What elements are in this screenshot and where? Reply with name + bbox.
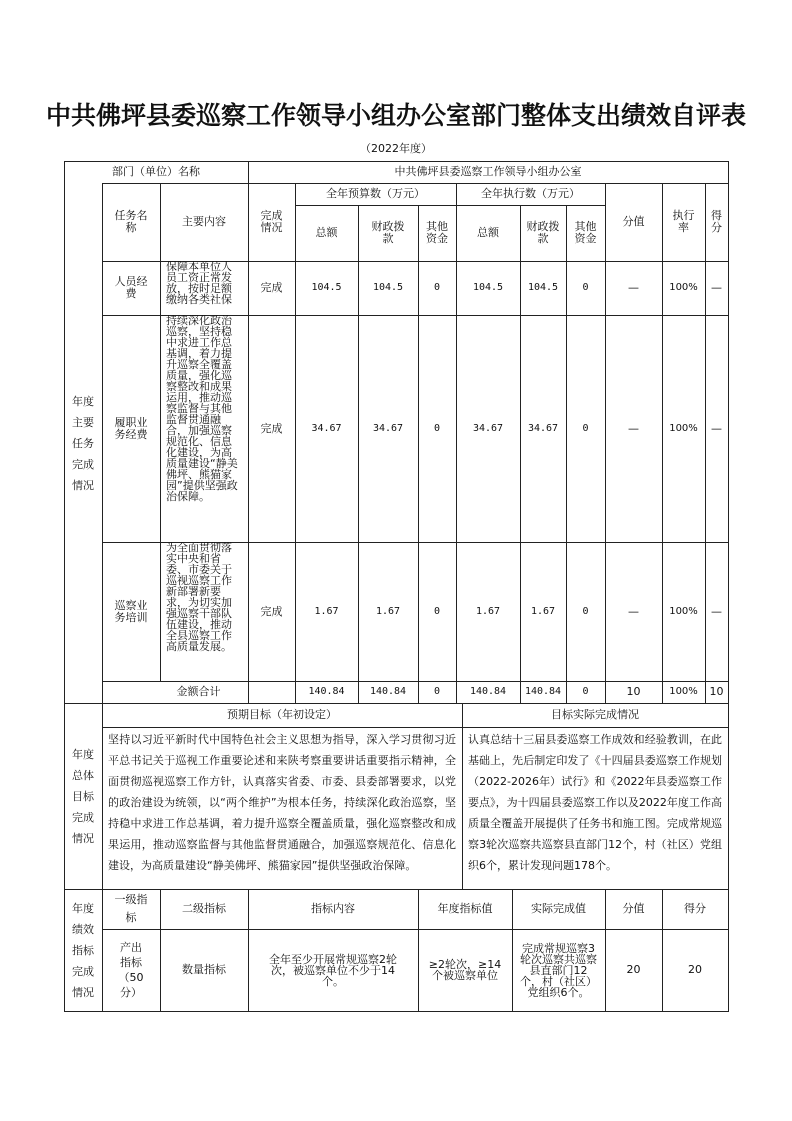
total-exec-fiscal: 140.84	[524, 686, 562, 697]
task-section-label: 年度主要任务完成情况	[72, 394, 94, 492]
task-row-exec-fiscal: 34.67	[527, 422, 559, 434]
col-indicator-score-value: 分值	[622, 902, 645, 915]
task-row-score-value: —	[628, 281, 639, 294]
col-score: 得分	[711, 209, 722, 234]
page-title: 中共佛坪县委巡察工作领导小组办公室部门整体支出绩效自评表	[45, 101, 746, 130]
col-main-content: 主要内容	[182, 215, 226, 228]
total-exec-rate: 100%	[669, 686, 698, 697]
task-row-exec-other: 0	[582, 282, 589, 293]
task-row-exec-rate: 100%	[669, 422, 698, 434]
col-level2: 二级指标	[182, 902, 226, 915]
task-row-exec-total: 1.67	[475, 605, 501, 617]
task-row-score: —	[711, 604, 722, 618]
col-level1: 一级指标	[114, 893, 148, 924]
task-row-content: 持续深化政治巡察，坚持稳中求进工作总基调，着力提升巡察全覆盖质量，强化巡察整改和成果运用，推动巡察监督与其他监督贯通融合，加强巡察规范化、信息化建设，为高质量建设“静美佛坪、熊猫家园”提供坚强政治保障。	[166, 315, 238, 503]
total-score-value: 10	[626, 685, 641, 698]
col-budget-fiscal: 财政拨款	[371, 220, 405, 245]
total-budget-other: 0	[433, 686, 441, 697]
task-row-score-value: —	[628, 421, 639, 435]
col-indicator-content: 指标内容	[311, 902, 355, 915]
total-budget-fiscal: 140.84	[369, 686, 407, 697]
total-score: 10	[709, 685, 724, 698]
indicator-section-label: 年度绩效指标完成情况	[72, 901, 94, 999]
total-row-label: 金额合计	[176, 685, 221, 698]
total-exec-other: 0	[582, 686, 589, 697]
actual-goal-header: 目标实际完成情况	[551, 708, 639, 721]
col-target-value: 年度指标值	[437, 902, 493, 915]
task-row-budget-other: 0	[433, 422, 441, 434]
col-budget-group: 全年预算数（万元）	[326, 187, 425, 200]
task-row-score: —	[711, 421, 722, 435]
task-row-content: 保障本单位人员工资正常发放，按时足额缴纳各类社保	[166, 261, 232, 306]
task-row-budget-total: 34.67	[311, 422, 342, 434]
col-budget-total: 总额	[315, 226, 338, 239]
task-row-status: 完成	[260, 604, 283, 618]
col-budget-other: 其他资金	[426, 220, 448, 245]
task-row-budget-fiscal: 104.5	[372, 282, 404, 293]
expected-goal-text: 坚持以习近平新时代中国特色社会主义思想为指导，深入学习贯彻习近平总书记关于巡视工作重要论述和来陕考察重要讲话重要指示精神，全面贯彻巡视巡察工作方针，认真落实省委、市委、县委部署要求，以党的政治建设为统领，以“两个维护”为根本任务，持续深化政治巡察，坚持稳中求进工作总基调，着力提升巡察全覆盖质量，强化巡察整改和成果运用，推动巡察监督与其他监督贯通融合，加强巡察规范化、信息化建设，为高质量建设“静美佛坪、熊猫家园”提供坚强政治保障。	[108, 733, 456, 872]
task-row-name: 人员经费	[114, 275, 148, 300]
task-row-score: —	[711, 281, 722, 294]
page-subtitle: （2022年度）	[360, 142, 432, 155]
col-task-name: 任务名称	[114, 209, 148, 234]
task-row-exec-other: 0	[582, 422, 589, 434]
task-row-exec-other: 0	[582, 605, 589, 617]
col-exec-fiscal: 财政拨款	[526, 220, 560, 245]
indicator-level2: 数量指标	[182, 963, 226, 976]
task-row-name: 履职业务经费	[114, 415, 148, 441]
task-row-exec-total: 34.67	[472, 422, 504, 434]
task-row-status: 完成	[260, 421, 283, 435]
task-row-budget-fiscal: 1.67	[375, 605, 401, 617]
total-budget-total: 140.84	[308, 686, 345, 697]
expected-goal-header: 预期目标（年初设定）	[227, 708, 337, 721]
col-exec-total: 总额	[477, 226, 499, 239]
goal-section-label: 年度总体目标完成情况	[72, 747, 94, 845]
task-row-score-value: —	[628, 604, 639, 618]
task-row-exec-total: 104.5	[472, 282, 504, 293]
col-actual-value: 实际完成值	[531, 902, 586, 915]
total-exec-total: 140.84	[469, 686, 507, 697]
col-exec-group: 全年执行数（万元）	[481, 187, 580, 200]
task-row-exec-rate: 100%	[669, 605, 698, 617]
indicator-score: 20	[688, 963, 702, 976]
col-exec-rate: 执行率	[672, 209, 695, 234]
indicator-content: 全年至少开展常规巡察2轮次，被巡察单位不少于14个。	[269, 952, 397, 988]
col-status: 完成情况	[260, 209, 283, 234]
task-row-budget-total: 104.5	[311, 282, 342, 293]
dept-name: 中共佛坪县委巡察工作领导小组办公室	[394, 165, 582, 178]
task-row-status: 完成	[260, 281, 283, 294]
col-score-value: 分值	[622, 215, 645, 228]
task-row-exec-rate: 100%	[669, 282, 698, 293]
actual-goal-text: 认真总结十三届县委巡察工作成效和经验教训，在此基础上，先后制定印发了《十四届县委巡察工作规划（2022-2026年）试行》和《2022年县委巡察工作要点》，为十四届县委巡察工作以及2022年度工作高质量全覆盖开展提供了任务书和施工图。完成常规巡察3轮次巡察共巡察县直部门12个，村（社区）党组织6个，累计发现问题178个。	[468, 733, 722, 872]
col-exec-other: 其他资金	[574, 220, 597, 245]
indicator-actual: 完成常规巡察3轮次巡察共巡察县直部门12个，村（社区）党组织6个。	[520, 941, 597, 999]
task-row-exec-fiscal: 1.67	[530, 605, 556, 617]
task-row-exec-fiscal: 104.5	[527, 282, 559, 293]
dept-label: 部门（单位）名称	[112, 165, 200, 178]
indicator-level1: 产出指标（50分）	[118, 941, 144, 999]
task-row-budget-other: 0	[433, 605, 441, 617]
task-row-name: 巡察业务培训	[114, 598, 148, 624]
col-indicator-score: 得分	[684, 902, 706, 915]
indicator-target: ≥2轮次，≥14个被巡察单位	[428, 958, 502, 982]
indicator-score-value: 20	[626, 963, 641, 976]
task-row-budget-total: 1.67	[314, 605, 339, 617]
task-row-budget-fiscal: 34.67	[372, 422, 404, 434]
task-row-budget-other: 0	[433, 282, 441, 293]
task-row-content: 为全面贯彻落实中央和省委、市委关于巡视巡察工作新部署新要求，为切实加强巡察干部队伍建设，推动全县巡察工作高质量发展。	[166, 542, 232, 653]
